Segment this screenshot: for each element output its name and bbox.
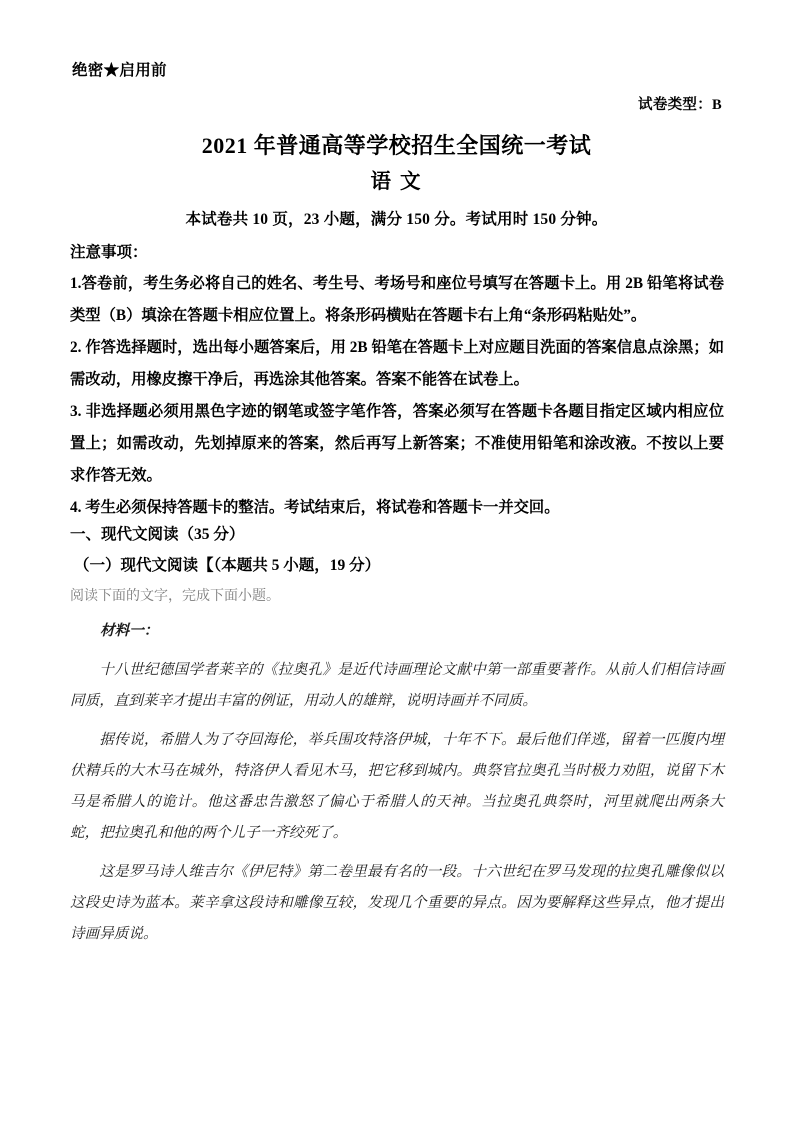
reading-material — [70, 616, 724, 950]
material-label: 材料一： — [100, 623, 159, 639]
notice-item: 3. 非选择题必须用黑色字迹的钢笔或签字笔作答，答案必须写在答题卡各题目指定区域内相应位置上；如需改动，先划掉原来的答案，然后再写上新答案；不准使用铅笔和涂改液。不按以上要求作答无效。 — [70, 403, 724, 484]
page-title: 2021 年普通高等学校招生全国统一考试 — [201, 133, 592, 158]
section-heading-one: 一、现代文阅读（35 分） — [70, 526, 245, 543]
notice-list — [70, 268, 724, 524]
reading-instruction: 阅读下面的文字，完成下面小题。 — [70, 589, 280, 604]
subsection-heading-one: （一）现代文阅读【（本题共 5 小题，19 分） — [74, 557, 381, 574]
notice-heading: 注意事项： — [70, 244, 148, 261]
exam-meta-line: 本试卷共 10 页，23 小题，满分 150 分。考试用时 150 分钟。 — [185, 211, 608, 228]
notice-item: 1.答卷前，考生务必将自己的姓名、考生号、考场号和座位号填写在答题卡上。用 2B 铅笔将试卷类型（B）填涂在答题卡相应位置上。将条形码横贴在答题卡右上角“条形码粘贴处”。 — [70, 275, 724, 324]
paper-type-label: 试卷类型：B — [638, 97, 722, 113]
material-paragraph: 十八世纪德国学者莱辛的《拉奥孔》是近代诗画理论文献中第一部重要著作。从前人们相信诗画同质，直到莱辛才提出丰富的例证，用动人的雄辩，说明诗画并不同质。 — [70, 662, 724, 709]
notice-item: 4. 考生必须保持答题卡的整洁。考试结束后，将试卷和答题卡一并交回。 — [70, 499, 560, 516]
material-paragraph: 据传说，希腊人为了夺回海伦，举兵围攻特洛伊城，十年不下。最后他们佯逃，留着一匹腹内埋伏精兵的大木马在城外，特洛伊人看见木马，把它移到城内。典祭官拉奥孔当时极力劝阻，说留下木马是希腊人的诡计。他这番忠告激怒了偏心于希腊人的天神。当拉奥孔典祭时，河里就爬出两条大蛇，把拉奥孔和他的两个儿子一齐绞死了。 — [70, 732, 724, 841]
secret-notice: 绝密★启用前 — [72, 62, 167, 79]
notice-item: 2. 作答选择题时，选出每小题答案后，用 2B 铅笔在答题卡上对应题目洗面的答案信息点涂黑；如需改动，用橡皮擦干净后，再选涂其他答案。答案不能答在试卷上。 — [70, 339, 724, 388]
material-paragraph: 这是罗马诗人维吉尔《伊尼特》第二卷里最有名的一段。十六世纪在罗马发现的拉奥孔雕像似以这段史诗为蓝本。莱辛拿这段诗和雕像互较，发现几个重要的异点。因为要解释这些异点，他才提出诗画异质说。 — [70, 864, 724, 942]
subject-title: 语 文 — [370, 171, 423, 193]
